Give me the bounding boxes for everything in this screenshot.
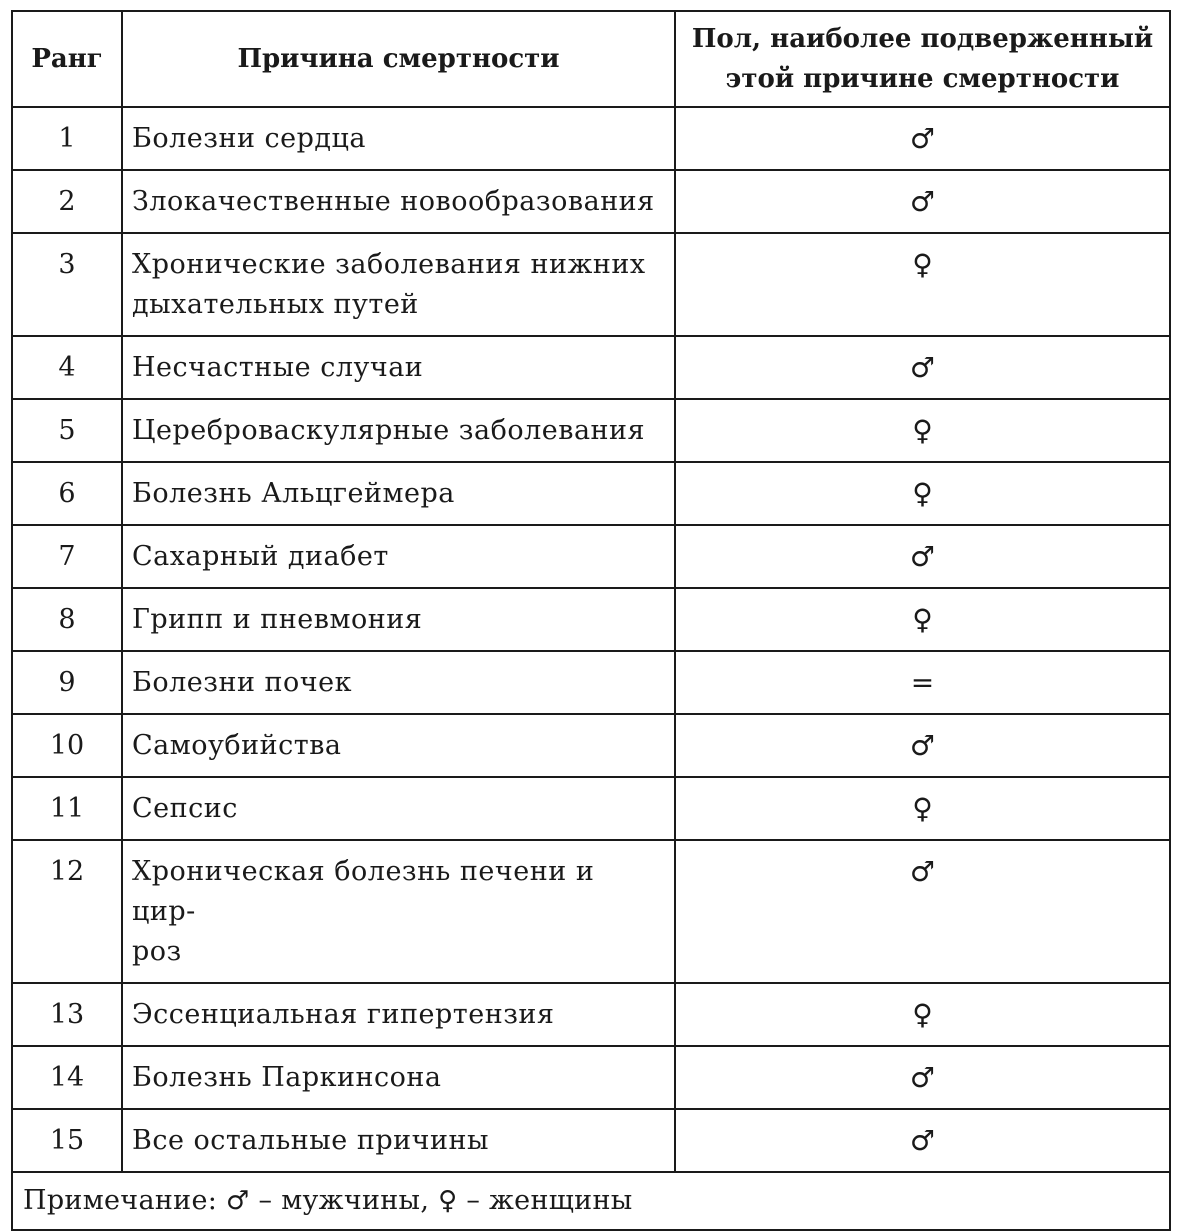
cause-cell: Самоубийства [122, 714, 675, 777]
table-row [12, 399, 1170, 462]
table-row [12, 651, 1170, 714]
rank-cell: 3 [12, 233, 122, 336]
male-symbol: ♂ [226, 1186, 250, 1216]
cause-cell: Болезни почек [122, 651, 675, 714]
cause-cell: Эссенциальная гипертензия [122, 983, 675, 1046]
table-row [12, 336, 1170, 399]
cause-cell: Все остальные причины [122, 1109, 675, 1172]
cause-cell [122, 840, 675, 983]
rank-cell: 14 [12, 1046, 122, 1109]
rank-cell: 2 [12, 170, 122, 233]
rank-cell: 11 [12, 777, 122, 840]
mortality-table-container [11, 10, 1169, 1231]
note-row [12, 1172, 1170, 1230]
table-note [12, 1172, 1170, 1230]
sex-cell: ♂ [675, 1109, 1170, 1172]
cause-line: дыхательных путей [132, 289, 419, 320]
rank-cell: 9 [12, 651, 122, 714]
sex-cell: ♂ [675, 525, 1170, 588]
table-row [12, 170, 1170, 233]
cause-cell: Болезнь Альцгеймера [122, 462, 675, 525]
header-sex-line2: этой причине смертности [725, 64, 1120, 94]
sex-cell: ♀ [675, 462, 1170, 525]
rank-cell: 6 [12, 462, 122, 525]
table-row [12, 1109, 1170, 1172]
sex-cell: ♂ [675, 107, 1170, 170]
note-male-text: – мужчины, [249, 1185, 439, 1216]
sex-cell: ♂ [675, 336, 1170, 399]
sex-cell: ♀ [675, 777, 1170, 840]
rank-cell: 10 [12, 714, 122, 777]
header-cause: Причина смертности [122, 11, 675, 107]
table-row [12, 777, 1170, 840]
rank-cell: 15 [12, 1109, 122, 1172]
sex-cell: ♀ [675, 983, 1170, 1046]
rank-cell: 4 [12, 336, 122, 399]
female-symbol: ♀ [438, 1186, 458, 1216]
cause-cell: Злокачественные новообразования [122, 170, 675, 233]
sex-cell: ♂ [675, 840, 1170, 983]
table-row [12, 714, 1170, 777]
cause-cell: Грипп и пневмония [122, 588, 675, 651]
table-row [12, 233, 1170, 336]
note-prefix: Примечание: [23, 1185, 227, 1216]
table-row [12, 983, 1170, 1046]
table-row [12, 462, 1170, 525]
rank-cell: 5 [12, 399, 122, 462]
sex-cell: ♀ [675, 588, 1170, 651]
cause-cell: Сахарный диабет [122, 525, 675, 588]
cause-cell: Болезни сердца [122, 107, 675, 170]
rank-cell: 8 [12, 588, 122, 651]
cause-cell [122, 233, 675, 336]
table-row [12, 588, 1170, 651]
rank-cell: 1 [12, 107, 122, 170]
header-sex [675, 11, 1170, 107]
cause-cell: Болезнь Паркинсона [122, 1046, 675, 1109]
sex-cell: ♂ [675, 1046, 1170, 1109]
rank-cell: 12 [12, 840, 122, 983]
rank-cell: 13 [12, 983, 122, 1046]
table-header-row [12, 11, 1170, 107]
sex-cell: ♀ [675, 233, 1170, 336]
note-female-text: – женщины [457, 1185, 633, 1216]
cause-cell: Несчастные случаи [122, 336, 675, 399]
rank-cell: 7 [12, 525, 122, 588]
cause-line: Хронические заболевания нижних [132, 249, 646, 280]
sex-cell: = [675, 651, 1170, 714]
cause-line: Хроническая болезнь печени и цир- [132, 856, 595, 927]
table-row [12, 840, 1170, 983]
cause-line: роз [132, 936, 182, 967]
table-row [12, 1046, 1170, 1109]
sex-cell: ♂ [675, 714, 1170, 777]
header-sex-line1: Пол, наиболее подверженный [691, 24, 1154, 54]
sex-cell: ♂ [675, 170, 1170, 233]
table-row [12, 107, 1170, 170]
table-row [12, 525, 1170, 588]
cause-cell: Цереброваскулярные заболевания [122, 399, 675, 462]
mortality-table [11, 10, 1171, 1231]
header-rank: Ранг [12, 11, 122, 107]
sex-cell: ♀ [675, 399, 1170, 462]
cause-cell: Сепсис [122, 777, 675, 840]
